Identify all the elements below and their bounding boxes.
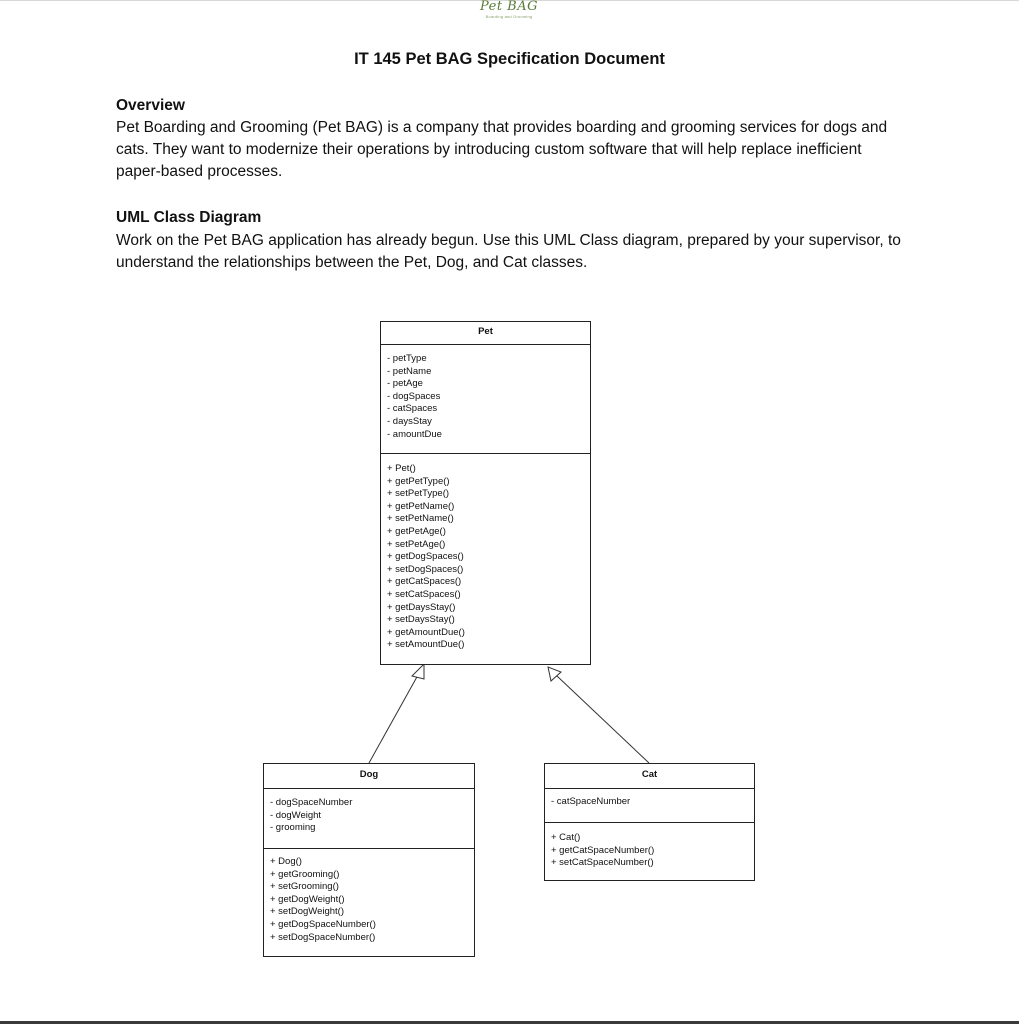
cat-class-name: Cat bbox=[545, 764, 754, 789]
pet-attribute: - daysStay bbox=[387, 415, 432, 427]
pet-method: + Pet() bbox=[387, 463, 416, 474]
pet-attribute: - amountDue bbox=[387, 428, 442, 440]
pet-method: + getPetAge() bbox=[387, 525, 446, 537]
pet-method: + setPetType() bbox=[387, 488, 450, 500]
pet-method: + getPetName() bbox=[387, 500, 455, 512]
pet-class-name: Pet bbox=[381, 322, 590, 345]
pet-method: + getCatSpaces() bbox=[387, 576, 462, 588]
dog-method: + getDogWeight() bbox=[270, 893, 345, 905]
overview-heading: Overview bbox=[116, 97, 185, 114]
logo-name: Pet BAG bbox=[479, 0, 539, 14]
pet-attributes bbox=[381, 345, 590, 454]
pet-attribute: - petName bbox=[387, 365, 432, 377]
dog-method: + getDogSpaceNumber() bbox=[270, 918, 376, 930]
cat-method: + Cat() bbox=[551, 832, 581, 843]
uml-heading: UML Class Diagram bbox=[116, 209, 262, 226]
cat-method: + setCatSpaceNumber() bbox=[551, 857, 654, 869]
pet-attribute: - catSpaces bbox=[387, 403, 438, 415]
dog-method: + setDogSpaceNumber() bbox=[270, 931, 376, 943]
dog-method: + getGrooming() bbox=[270, 868, 340, 880]
cat-class-box bbox=[544, 763, 755, 881]
dog-class-name: Dog bbox=[264, 764, 474, 789]
dog-method: + Dog() bbox=[270, 856, 302, 867]
pet-method: + getPetType() bbox=[387, 475, 450, 487]
pet-method: + getDogSpaces() bbox=[387, 551, 464, 563]
pet-attribute: - dogSpaces bbox=[387, 390, 441, 402]
pet-method: + setPetAge() bbox=[387, 538, 446, 550]
cat-inherits-pet-line bbox=[557, 676, 649, 763]
pet-attribute: - petType bbox=[387, 353, 427, 364]
cat-attribute: - catSpaceNumber bbox=[551, 796, 631, 807]
pet-class-box bbox=[380, 321, 591, 665]
pet-method: + getDaysStay() bbox=[387, 601, 456, 613]
dog-attributes bbox=[264, 789, 474, 849]
pet-method: + setDogSpaces() bbox=[387, 563, 464, 575]
dog-methods bbox=[264, 849, 474, 944]
logo-tagline: Boarding and Grooming bbox=[485, 14, 533, 19]
cat-inheritance-arrowhead-icon bbox=[548, 667, 561, 681]
pet-method: + setDaysStay() bbox=[387, 614, 455, 626]
pet-methods bbox=[381, 454, 590, 652]
dog-method: + setGrooming() bbox=[270, 881, 339, 893]
dog-attribute: - dogSpaceNumber bbox=[270, 797, 353, 808]
pet-method: + setCatSpaces() bbox=[387, 588, 461, 600]
cat-attributes bbox=[545, 789, 754, 823]
cat-method: + getCatSpaceNumber() bbox=[551, 844, 655, 856]
overview-paragraph: Pet Boarding and Grooming (Pet BAG) is a company that provides boarding and grooming services for dogs and cats. They want to modernize their operations by introducing custom software that will help replace inefficient paper-based processes. bbox=[116, 119, 888, 180]
uml-paragraph: Work on the Pet BAG application has already begun. Use this UML Class diagram, prepared by your supervisor, to understand the relationships between the Pet, Dog, and Cat classes. bbox=[116, 232, 901, 271]
dog-method: + setDogWeight() bbox=[270, 906, 345, 918]
dog-inherits-pet-line bbox=[369, 675, 418, 763]
pet-method: + setPetName() bbox=[387, 513, 454, 525]
pet-attribute: - petAge bbox=[387, 378, 423, 390]
pet-method: + getAmountDue() bbox=[387, 626, 465, 638]
document-title: IT 145 Pet BAG Specification Document bbox=[354, 50, 665, 68]
dog-inheritance-arrowhead-icon bbox=[412, 664, 424, 679]
cat-methods bbox=[545, 823, 754, 870]
pet-method: + setAmountDue() bbox=[387, 639, 465, 651]
dog-class-box bbox=[263, 763, 475, 957]
dog-attribute: - grooming bbox=[270, 822, 316, 834]
dog-attribute: - dogWeight bbox=[270, 809, 322, 821]
